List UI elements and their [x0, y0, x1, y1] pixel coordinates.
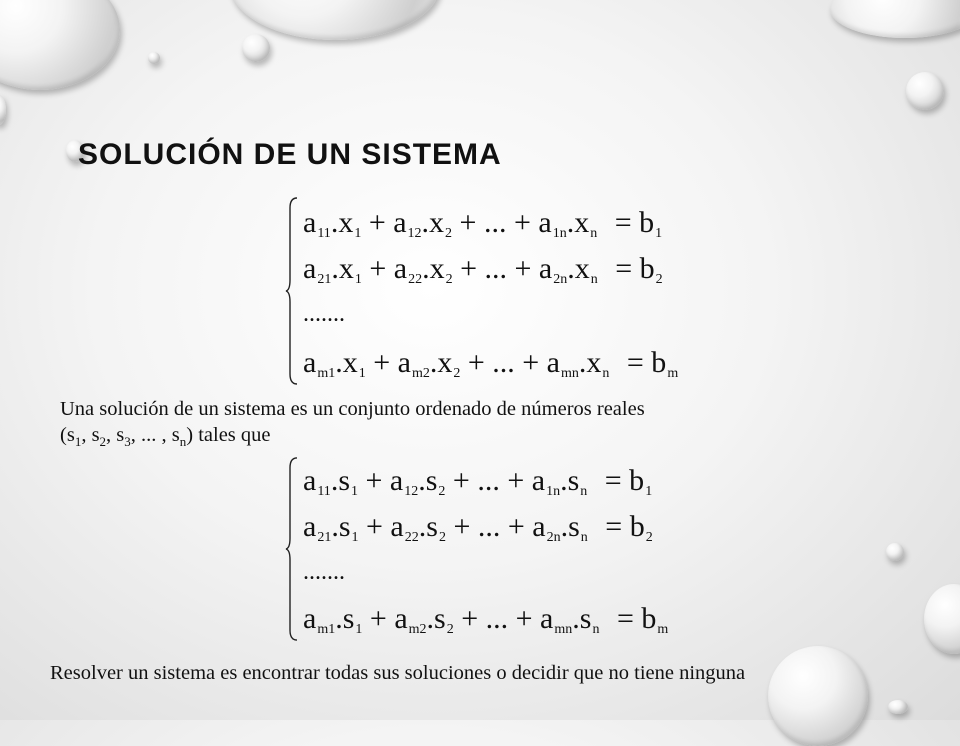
equation-row: $a_{m1}.x_1 + a_{m2}.x_2$ + ... + $a_{mn}.x_n = b_m$	[303, 346, 679, 381]
left-brace-icon	[285, 196, 299, 386]
equation-row: $a_{m1}.s_1 + a_{m2}.s_2$ + ... + $a_{mn}.s_n = b_m$	[303, 602, 669, 637]
equation-row: .......	[303, 301, 345, 327]
slide-title: SOLUCIÓN DE UN SISTEMA	[78, 138, 502, 171]
equation-row: .......	[303, 559, 345, 585]
equation-system-solution	[285, 456, 705, 642]
water-drop-decoration	[148, 52, 160, 64]
water-drop-decoration	[888, 700, 908, 714]
equation-row: $a_{11}.s_1 + a_{12}.s_2$ + ... + $a_{1n}.s_n = b_1$	[303, 464, 653, 499]
water-drop-decoration	[886, 543, 904, 561]
water-drop-decoration	[830, 0, 960, 38]
equation-row: $a_{21}.s_1 + a_{22}.s_2$ + ... + $a_{2n}.s_n = b_2$	[303, 510, 653, 545]
solution-definition	[60, 396, 645, 455]
water-drop-decoration	[768, 646, 868, 746]
footer-text: Resolver un sistema es encontrar todas sus soluciones o decidir que no tiene ninguna	[50, 662, 746, 684]
water-drop-decoration	[230, 0, 440, 40]
water-drop-decoration	[242, 34, 270, 62]
equation-system-variables	[285, 196, 705, 386]
water-drop-decoration	[0, 0, 120, 90]
water-drop-decoration	[924, 584, 960, 654]
equation-row: $a_{11}.x_1 + a_{12}.x_2$ + ... + $a_{1n}.x_n = b_1$	[303, 206, 663, 241]
water-drop-decoration	[906, 72, 944, 110]
definition-line-2: ($s_1$, $s_2$, $s_3$, ... , $s_n$) tales que	[60, 424, 271, 450]
left-brace-icon	[285, 456, 299, 642]
definition-line-1: Una solución de un sistema es un conjunto ordenado de números reales	[60, 398, 645, 420]
equation-row: $a_{21}.x_1 + a_{22}.x_2$ + ... + $a_{2n}.x_n = b_2$	[303, 252, 663, 287]
water-drop-decoration	[0, 95, 6, 125]
